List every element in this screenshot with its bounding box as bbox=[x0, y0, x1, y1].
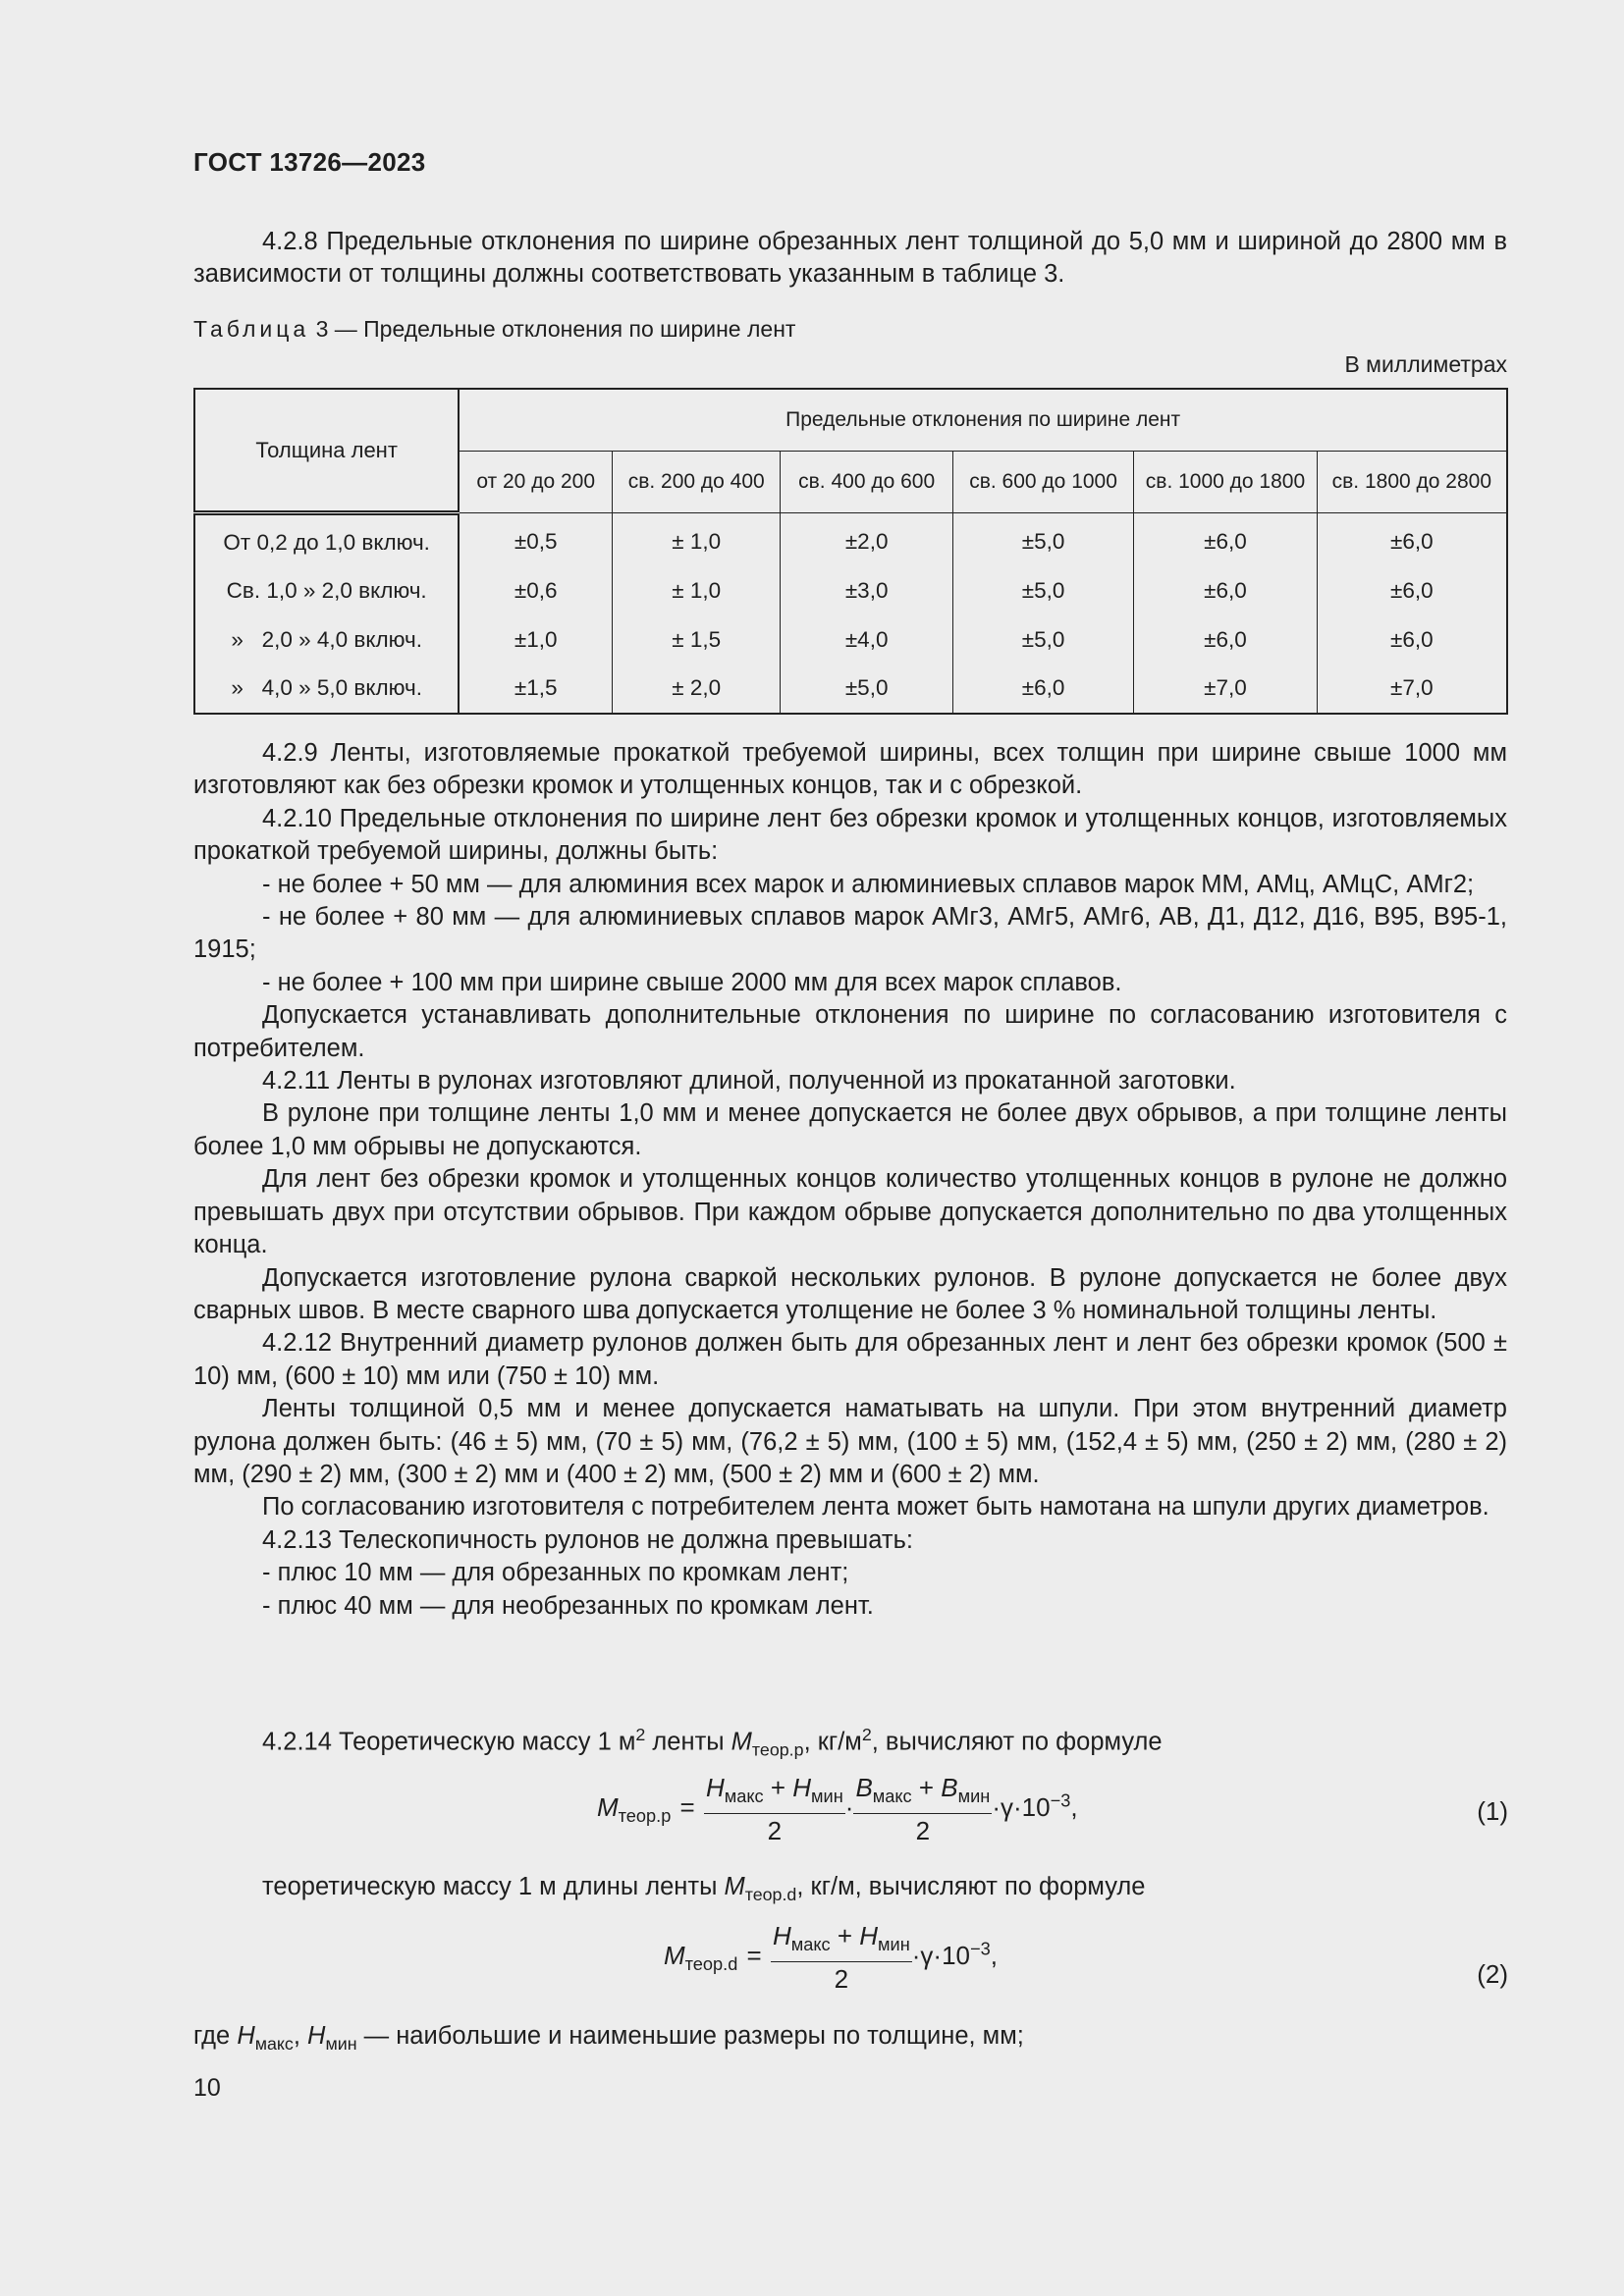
table-cell: ±3,0 bbox=[781, 567, 952, 616]
fraction-width: $\frac{B_{макс} + B_{мин}}{2}$ bbox=[855, 1773, 991, 1846]
col-header: св. 400 до 600 bbox=[781, 452, 952, 513]
paragraph: 4.2.11 Ленты в рулонах изготовляют длиной, полученной из прокатанной заготовки. bbox=[262, 1067, 1236, 1095]
col-header-thickness: Толщина лент bbox=[194, 389, 459, 513]
row-label: Св. 1,0 » 2,0 включ. bbox=[194, 567, 459, 616]
table-cell: ±6,0 bbox=[1317, 567, 1507, 616]
paragraph: По согласованию изготовителя с потребителем лента может быть намотана на шпули других диаметров. bbox=[262, 1493, 1489, 1522]
list-item: - не более + 100 мм при ширине свыше 2000 мм для всех марок сплавов. bbox=[262, 968, 1122, 996]
paragraph: 4.2.12 Внутренний диаметр рулонов должен быть для обрезанных лент и лент без обрезки кромок (500 ± 10) мм, (600 ± 10) мм или (750 ± 10) мм. bbox=[193, 1329, 1507, 1390]
paragraph: Ленты толщиной 0,5 мм и менее допускается наматывать на шпули. При этом внутренний диаметр рулона должен быть: (46 ± 5) мм, (70 ± 5) мм, (76,2 ± 5) мм, (100 ± 5) мм, (152,4 ± 5) мм, (250 ± 2) мм, (280 ± 2) мм, (290 ± 2) мм, (300 ± 2) мм и (400 ± 2) мм, (500 ± 2) мм и (600 ± 2) мм. bbox=[193, 1395, 1507, 1488]
table-units: В миллиметрах bbox=[1344, 351, 1507, 377]
table-cell: ±4,0 bbox=[781, 615, 952, 665]
col-header: св. 200 до 400 bbox=[613, 452, 781, 513]
page-number: 10 bbox=[193, 2074, 221, 2102]
list-item: - не более + 50 мм — для алюминия всех марок и алюминиевых сплавов марок ММ, АМц, АМцС, АМг2; bbox=[262, 870, 1475, 898]
paragraph-4-2-8 bbox=[193, 226, 1507, 292]
table-cell: ±1,5 bbox=[459, 665, 612, 715]
table-row bbox=[194, 615, 1507, 665]
paragraph: Допускается изготовление рулона сваркой нескольких рулонов. В рулоне допускается не более двух сварных швов. В месте сварного шва допускается утолщение не более 3 % номинальной толщины ленты. bbox=[193, 1263, 1507, 1324]
table-cell: ±6,0 bbox=[1134, 567, 1317, 616]
deviation-table bbox=[193, 388, 1508, 715]
table-cell: ±6,0 bbox=[1317, 513, 1507, 567]
table-cell: ±5,0 bbox=[952, 615, 1133, 665]
paragraph: 4.2.10 Предельные отклонения по ширине лент без обрезки кромок и утолщенных концов, изготовляемых прокаткой требуемой ширины, должны быть: bbox=[193, 804, 1507, 866]
formula-2-number: (2) bbox=[1477, 1959, 1508, 1989]
list-item: - не более + 80 мм — для алюминиевых сплавов марок АМг3, АМг5, АМг6, АВ, Д1, Д12, Д16, В95, В95-1, 1915; bbox=[193, 903, 1507, 964]
paragraph: 4.2.9 Ленты, изготовляемые прокаткой требуемой ширины, всех толщин при ширине свыше 1000 мм изготовляют как без обрезки кромок и утолщенных концов, так и с обрезкой. bbox=[193, 739, 1507, 800]
table-caption-text: 3 — Предельные отклонения по ширине лент bbox=[309, 316, 796, 342]
group-header: Предельные отклонения по ширине лент bbox=[459, 389, 1507, 452]
fraction-thickness: $\frac{H_{макс} + H_{мин}}{2}$ bbox=[705, 1773, 843, 1846]
table-cell: ±6,0 bbox=[952, 665, 1133, 715]
table-row bbox=[194, 567, 1507, 616]
table-row bbox=[194, 513, 1507, 567]
where-clause: где $H_{макс}$, $H_{мин}$ — наибольшие и наименьшие размеры по толщине, мм; bbox=[193, 2022, 1024, 2055]
table-cell: ±5,0 bbox=[952, 513, 1133, 567]
table-cell: ±5,0 bbox=[952, 567, 1133, 616]
fraction-thickness-2: $\frac{H_{макс} + H_{мин}}{2}$ bbox=[772, 1921, 910, 1995]
col-header: от 20 до 200 bbox=[459, 452, 612, 513]
list-item: - плюс 10 мм — для обрезанных по кромкам лент; bbox=[262, 1559, 849, 1587]
text-flow bbox=[193, 737, 1507, 1623]
table-cell: ±7,0 bbox=[1317, 665, 1507, 715]
table-cell: ± 2,0 bbox=[613, 665, 781, 715]
formula-1: $M_{теор.p}$ = $\frac{H_{макс} + H_{мин}}{2}$ · $\frac{B_{макс} + B_{мин}}{2}$ $\cdot\gamma\cdot 10^{-3}$, bbox=[597, 1773, 1078, 1846]
paragraph: 4.2.13 Телескопичность рулонов не должна превышать: bbox=[262, 1525, 913, 1554]
table-cell: ±5,0 bbox=[781, 665, 952, 715]
paragraph-mass-d: теоретическую массу 1 м длины ленты $M_{теор.d}$, кг/м, вычисляют по формуле bbox=[262, 1873, 1146, 1905]
col-header: св. 1800 до 2800 bbox=[1317, 452, 1507, 513]
paragraph: Для лент без обрезки кромок и утолщенных концов количество утолщенных концов в рулоне не должно превышать двух при отсутствии обрывов. При каждом обрыве допускается дополнительно по два утолщенных конца. bbox=[193, 1165, 1507, 1259]
paragraph-text: 4.2.8 Предельные отклонения по ширине обрезанных лент толщиной до 5,0 мм и шириной до 2800 мм в зависимости от толщины должны соответствовать указанным в таблице 3. bbox=[193, 228, 1507, 289]
table-cell: ±1,0 bbox=[459, 615, 612, 665]
paragraph: Допускается устанавливать дополнительные отклонения по ширине по согласованию изготовителя с потребителем. bbox=[193, 1001, 1507, 1062]
table-cell: ±6,0 bbox=[1134, 513, 1317, 567]
table-caption-word: Таблица bbox=[193, 316, 310, 342]
row-label: » 2,0 » 4,0 включ. bbox=[194, 615, 459, 665]
table-cell: ±0,6 bbox=[459, 567, 612, 616]
row-label: » 4,0 » 5,0 включ. bbox=[194, 665, 459, 715]
paragraph-4-2-14: 4.2.14 Теоретическую массу 1 $м^2$ ленты $M_{теор.p}$, $кг/м^2$, вычисляют по формуле bbox=[262, 1725, 1163, 1760]
formula-1-number: (1) bbox=[1477, 1796, 1508, 1826]
table-caption bbox=[193, 316, 795, 343]
table-cell: ±2,0 bbox=[781, 513, 952, 567]
col-header: св. 600 до 1000 bbox=[952, 452, 1133, 513]
table-cell: ±6,0 bbox=[1317, 615, 1507, 665]
table-cell: ± 1,0 bbox=[613, 567, 781, 616]
table-cell: ± 1,5 bbox=[613, 615, 781, 665]
table-cell: ±7,0 bbox=[1134, 665, 1317, 715]
paragraph: В рулоне при толщине ленты 1,0 мм и менее допускается не более двух обрывов, а при толщине ленты более 1,0 мм обрывы не допускаются. bbox=[193, 1099, 1507, 1160]
row-label: От 0,2 до 1,0 включ. bbox=[194, 513, 459, 567]
col-header: св. 1000 до 1800 bbox=[1134, 452, 1317, 513]
document-header: ГОСТ 13726—2023 bbox=[193, 147, 426, 177]
table-row bbox=[194, 665, 1507, 715]
table-cell: ±6,0 bbox=[1134, 615, 1317, 665]
list-item: - плюс 40 мм — для необрезанных по кромкам лент. bbox=[262, 1591, 874, 1620]
formula-2: $M_{теор.d}$ = $\frac{H_{макс} + H_{мин}}{2}$ $\cdot\gamma\cdot 10^{-3}$, bbox=[664, 1921, 998, 1995]
table-cell: ± 1,0 bbox=[613, 513, 781, 567]
table-cell: ±0,5 bbox=[459, 513, 612, 567]
